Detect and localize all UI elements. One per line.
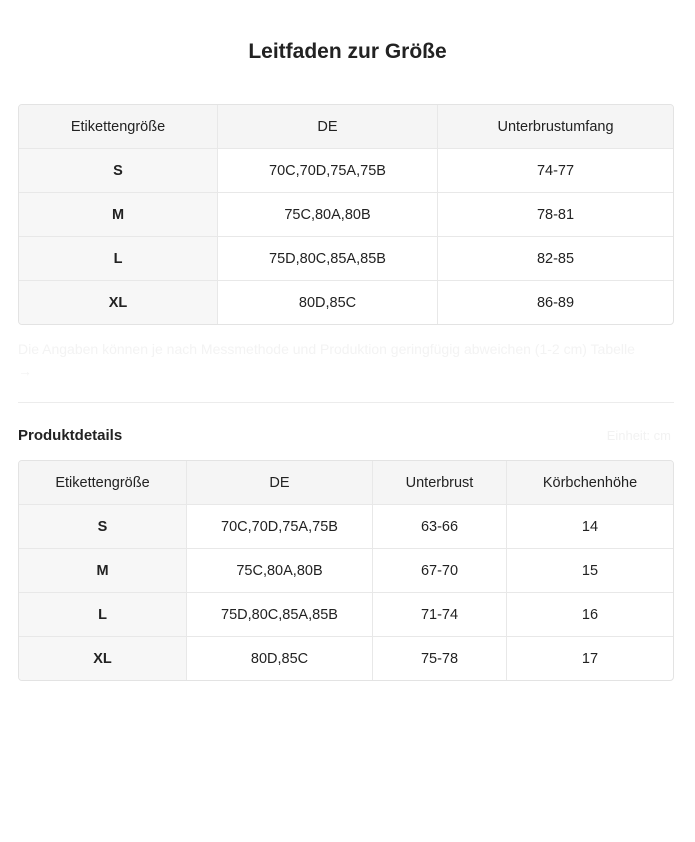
table-row xyxy=(19,237,673,281)
table-cell: 75-78 xyxy=(373,637,507,680)
table-cell: 70C,70D,75A,75B xyxy=(218,149,438,193)
table-row xyxy=(19,193,673,237)
table-cell: 75D,80C,85A,85B xyxy=(187,593,373,637)
table-row xyxy=(19,149,673,193)
table-row xyxy=(19,281,673,324)
table-cell: 74-77 xyxy=(438,149,673,193)
size-cell: XL xyxy=(19,637,187,680)
table-header-row xyxy=(19,105,673,149)
size-cell: M xyxy=(19,193,218,237)
column-header: Unterbrustumfang xyxy=(438,105,673,149)
table-cell: 67-70 xyxy=(373,549,507,593)
size-guide-table xyxy=(18,104,674,325)
table-cell: 71-74 xyxy=(373,593,507,637)
unit-toggle[interactable]: Einheit: cm xyxy=(606,428,671,443)
column-header: Etikettengröße xyxy=(19,105,218,149)
measurement-note: Die Angaben können je nach Messmethode und Produktion geringfügig abweichen (1-2 cm) Tabelle → xyxy=(18,341,635,379)
table-row xyxy=(19,637,673,680)
product-details-table xyxy=(18,460,674,681)
table-cell: 17 xyxy=(581,650,599,667)
section-title: Produktdetails xyxy=(18,427,123,444)
size-cell: S xyxy=(19,149,218,193)
page-title: Leitfaden zur Größe xyxy=(248,40,447,63)
column-header: Etikettengröße xyxy=(19,461,187,505)
column-header: DE xyxy=(187,461,373,505)
table-header-row xyxy=(19,461,673,505)
table-cell: 15 xyxy=(507,549,673,593)
table-cell: 63-66 xyxy=(373,505,507,549)
column-header: Körbchenhöhe xyxy=(507,461,673,505)
table-cell: 80D,85C xyxy=(187,637,373,680)
table-cell: 80D,85C xyxy=(218,281,438,324)
divider xyxy=(18,402,674,403)
table-row xyxy=(19,549,673,593)
table-cell: 75D,80C,85A,85B xyxy=(218,237,438,281)
table-cell: 82-85 xyxy=(438,237,673,281)
column-header: Unterbrust xyxy=(373,461,507,505)
size-cell: L xyxy=(19,593,187,637)
size-cell: M xyxy=(19,549,187,593)
table-cell: 75C,80A,80B xyxy=(218,193,438,237)
column-header: DE xyxy=(218,105,438,149)
table-cell: 75C,80A,80B xyxy=(187,549,373,593)
table-cell: 14 xyxy=(507,505,673,549)
table-row xyxy=(19,505,673,549)
table-cell: 78-81 xyxy=(438,193,673,237)
table-cell: 70C,70D,75A,75B xyxy=(187,505,373,549)
table-row xyxy=(19,593,673,637)
size-cell: S xyxy=(19,505,187,549)
size-cell: XL xyxy=(19,281,218,324)
table-cell: 16 xyxy=(507,593,673,637)
size-cell: L xyxy=(19,237,218,281)
table-cell: 86-89 xyxy=(536,294,575,311)
